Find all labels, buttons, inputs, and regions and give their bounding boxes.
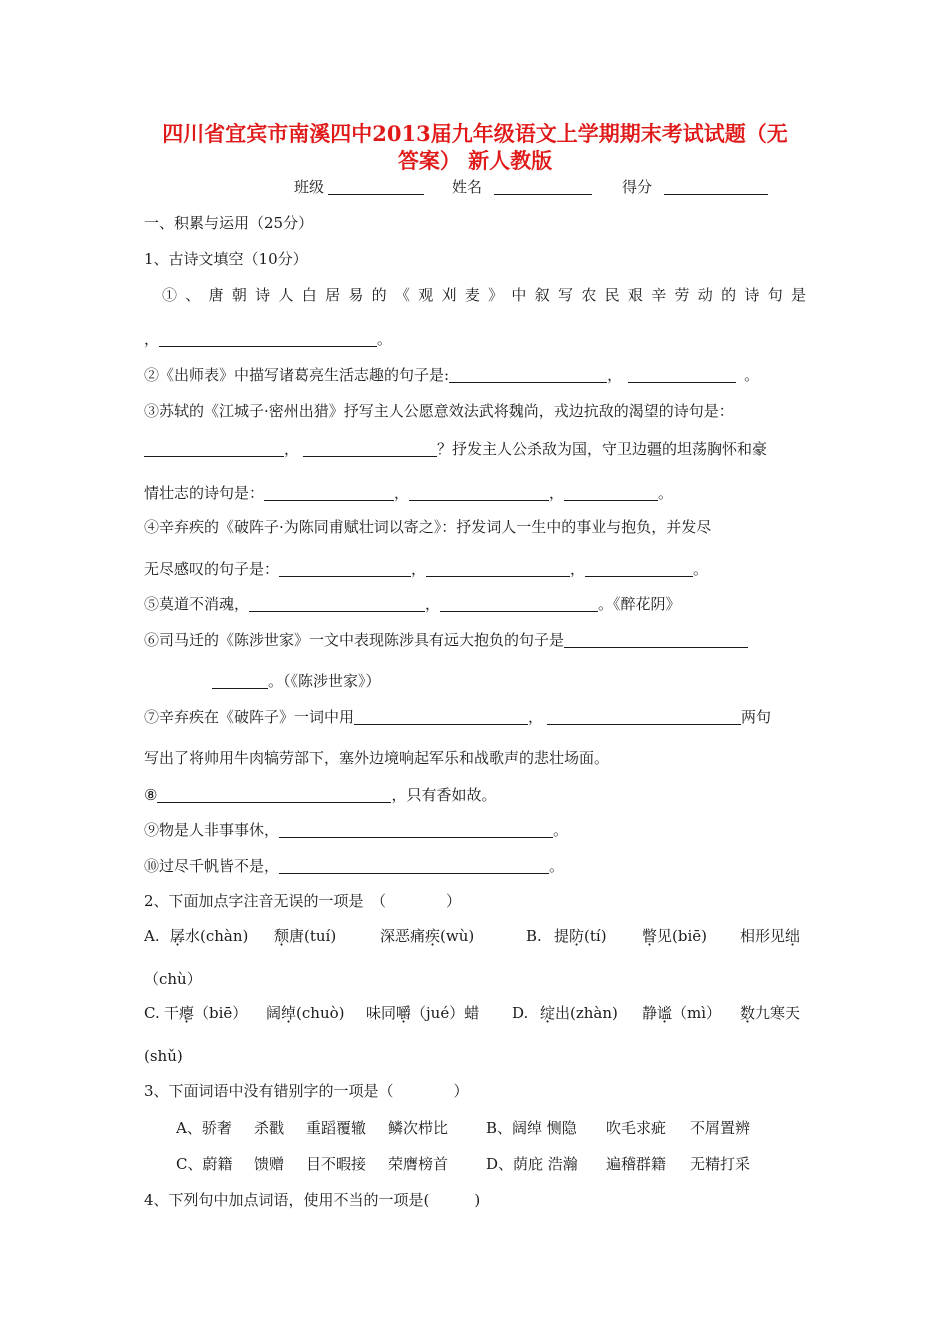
q1-item-10: ⑩过尽千帆皆不是， 。: [144, 857, 565, 875]
q1-item-9: ⑨物是人非事事休， 。: [144, 821, 569, 839]
question-1-heading: 1、古诗文填空（10分）: [144, 250, 308, 268]
answer-blank[interactable]: [564, 484, 658, 501]
answer-blank[interactable]: [144, 440, 284, 457]
option-d-word: 无精打采: [690, 1155, 751, 1173]
option-d-word-1: 绽出(zhàn): [540, 1004, 618, 1022]
class-label: 班级: [294, 178, 325, 196]
answer-blank[interactable]: [426, 560, 570, 577]
question-4-heading: 4、下列句中加点词语，使用不当的一项是( ): [144, 1191, 481, 1209]
option-d-word: D、荫庇 浩瀚: [486, 1155, 578, 1173]
option-b-word-3: 相形见绌: [740, 927, 801, 945]
answer-blank[interactable]: [279, 857, 549, 874]
option-b-word: B、阔绰 恻隐: [486, 1119, 577, 1137]
option-a-word: 杀戳: [254, 1119, 285, 1137]
exam-title-line1: 四川省宜宾市南溪四中2013届九年级语文上学期期末考试试题（无: [162, 121, 788, 146]
q1-item-1-answer: ， 。: [144, 330, 393, 348]
question-3-heading: 3、下面词语中没有错别字的一项是（ ）: [144, 1082, 469, 1100]
option-c-word: C、蔚籍: [176, 1155, 233, 1173]
score-field[interactable]: [664, 178, 768, 195]
q1-item-4-cont: 无尽感叹的句子是： ， ， 。: [144, 560, 709, 578]
option-a-label: A.: [144, 927, 160, 945]
option-d-word-3: 数九寒天: [740, 1004, 801, 1022]
answer-blank[interactable]: [440, 595, 598, 612]
exam-title-line2: 答案） 新人教版: [397, 148, 553, 173]
q1-item-5: ⑤莫道不消魂， ， 。《醉花阴》: [144, 595, 681, 613]
option-b-word-2: 瞥见(biē): [642, 927, 707, 945]
answer-blank[interactable]: [564, 631, 748, 648]
option-a-word: 重蹈覆辙: [306, 1119, 367, 1137]
option-c-word: 馈赠: [254, 1155, 285, 1173]
score-label: 得分: [622, 178, 653, 196]
answer-blank[interactable]: [159, 330, 377, 347]
answer-blank[interactable]: [212, 672, 268, 689]
answer-blank[interactable]: [628, 366, 736, 383]
option-b-word: 不屑置辨: [690, 1119, 751, 1137]
class-field[interactable]: [328, 178, 424, 195]
answer-blank[interactable]: [264, 484, 394, 501]
name-label: 姓名: [452, 178, 483, 196]
option-d-word: 遍稽群籍: [606, 1155, 667, 1173]
q1-item-8: ⑧ ，只有香如故。: [144, 786, 497, 804]
option-c-word-2: 阔绰(chuò): [266, 1004, 345, 1022]
q1-item-6: ⑥司马迁的《陈涉世家》一文中表现陈涉具有远大抱负的句子是: [144, 629, 748, 651]
option-a-word: 鳞次栉比: [388, 1119, 449, 1137]
answer-blank[interactable]: [409, 484, 549, 501]
option-c-word: 荣膺榜首: [388, 1155, 449, 1173]
option-a-word-1: 孱水(chàn): [170, 927, 249, 945]
answer-blank[interactable]: [449, 366, 607, 383]
q1-item-3-line3: 情壮志的诗句是： ， ， 。: [144, 484, 674, 502]
name-field[interactable]: [494, 178, 592, 195]
option-c-word: 目不暇接: [306, 1155, 367, 1173]
option-b-label: B.: [526, 927, 542, 945]
option-c-word-3: 味同嚼（jué）蜡: [366, 1004, 480, 1022]
answer-blank[interactable]: [279, 821, 553, 838]
section-heading: 一、积累与运用（25分）: [144, 214, 314, 232]
answer-blank[interactable]: [547, 708, 741, 725]
question-2-heading: 2、下面加点字注音无误的一项是 （ ）: [144, 892, 462, 910]
q1-item-7: ⑦辛弃疾在《破阵子》一词中用 ， 两句: [144, 708, 772, 726]
answer-blank[interactable]: [585, 560, 693, 577]
q1-item-3-cont: ， ？抒发主人公杀敌为国，守卫边疆的坦荡胸怀和豪: [144, 438, 767, 460]
option-b-word: 吹毛求疵: [606, 1119, 667, 1137]
option-b-word-1: 提防(tí): [554, 927, 607, 945]
q1-item-7-cont: 写出了将帅用牛肉犒劳部下，塞外边境响起军乐和战歌声的悲壮场面。: [144, 749, 610, 767]
q1-item-2: ②《出师表》中描写诸葛亮生活志趣的句子是: ， 。: [144, 366, 760, 384]
q1-item-3: ③苏轼的《江城子·密州出猎》抒写主人公愿意效法武将魏尚，戎边抗敌的渴望的诗句是：: [144, 402, 734, 420]
q1-item-1: ①、唐朝诗人白居易的《观刈麦》中叙写农民艰辛劳动的诗句是: [162, 286, 806, 304]
answer-blank[interactable]: [157, 786, 391, 803]
answer-blank[interactable]: [279, 560, 411, 577]
answer-blank[interactable]: [303, 440, 437, 457]
option-c-label: C.: [144, 1004, 160, 1022]
option-c-word-1: 干瘪（biē）: [164, 1004, 248, 1022]
option-d-word-2: 静谧（mì）: [642, 1004, 722, 1022]
option-d-label: D.: [512, 1004, 529, 1022]
option-a-word: A、骄奢: [176, 1119, 232, 1137]
answer-blank[interactable]: [354, 708, 528, 725]
q1-item-6-cont: 。（《陈涉世家》）: [212, 670, 381, 692]
answer-blank[interactable]: [249, 595, 425, 612]
q2-option-b-pinyin: （chù）: [144, 970, 202, 988]
option-a-word-3: 深恶痛疾(wù): [380, 927, 475, 945]
q2-option-d-pinyin: (shǔ): [144, 1047, 183, 1065]
q1-item-4: ④辛弃疾的《破阵子·为陈同甫赋壮词以寄之》：抒发词人一生中的事业与抱负，并发尽: [144, 518, 712, 536]
option-a-word-2: 颓唐(tuí): [274, 927, 337, 945]
